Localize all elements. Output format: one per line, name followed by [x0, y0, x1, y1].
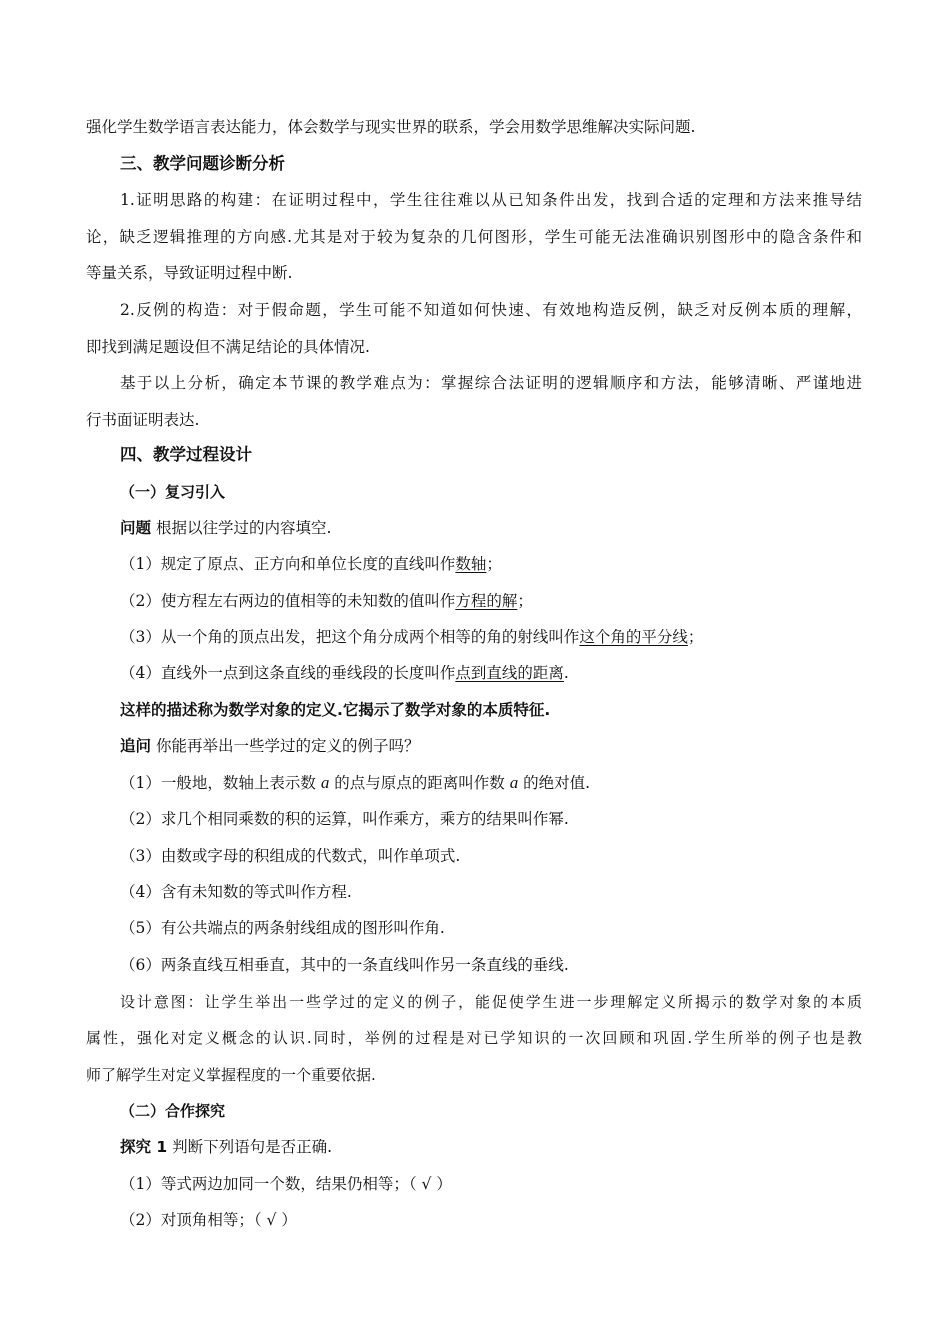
s3-p3-line-2: 行书面证明表达.	[86, 411, 200, 429]
fill-answer-4: 点到直线的距离	[455, 664, 564, 682]
subsection-review: （一）复习引入	[120, 483, 226, 501]
s3-p1-line-1: 1.证明思路的构建：在证明过程中，学生往往难以从已知条件出发，找到合适的定理和方法来推导结	[120, 191, 862, 209]
explore-text: 判断下列语句是否正确.	[172, 1138, 333, 1156]
s3-p2-line-2: 即找到满足题设但不满足结论的具体情况.	[86, 338, 370, 356]
fill-item-1: （1）规定了原点、正方向和单位长度的直线叫作数轴；	[120, 555, 502, 573]
design-intent-line-1: 设计意图：让学生举出一些学过的定义的例子，能促使学生进一步理解定义所揭示的数学对象的本质	[120, 993, 862, 1011]
variable-a: a	[509, 773, 519, 792]
explore-item-1: （1）等式两边加同一个数，结果仍相等；（ √ ）	[120, 1175, 452, 1193]
example-3: （3）由数或字母的积组成的代数式，叫作单项式.	[120, 847, 461, 865]
definition-summary: 这样的描述称为数学对象的定义.它揭示了数学对象的本质特征.	[120, 701, 551, 719]
section3-heading: 三、教学问题诊断分析	[120, 154, 285, 173]
s3-p1-line-2: 论，缺乏逻辑推理的方向感.尤其是对于较为复杂的几何图形，学生可能无法准确识别图形中的隐含条件和	[86, 228, 862, 246]
followup-label: 追问	[120, 737, 152, 755]
question-text: 根据以往学过的内容填空.	[155, 519, 332, 537]
example-2: （2）求几个相同乘数的积的运算，叫作乘方，乘方的结果叫作幂.	[120, 810, 569, 828]
followup-line	[120, 735, 419, 757]
explore-item-2: （2）对顶角相等；（ √ ）	[120, 1211, 297, 1229]
example-4: （4）含有未知数的等式叫作方程.	[120, 883, 352, 901]
section4-heading: 四、教学过程设计	[120, 445, 252, 464]
s3-p1-line-3: 等量关系，导致证明过程中断.	[86, 264, 293, 282]
fill-answer-1: 数轴	[455, 555, 487, 573]
design-intent-line-2: 属性，强化对定义概念的认识.同时，举例的过程是对已学知识的一次回顾和巩固.学生所举的例子也是教	[86, 1029, 862, 1047]
question-line	[120, 517, 331, 539]
example-5: （5）有公共端点的两条射线组成的图形叫作角.	[120, 919, 445, 937]
fill-answer-3: 这个角的平分线	[579, 628, 688, 646]
s3-p3-line-1: 基于以上分析，确定本节课的教学难点为：掌握综合法证明的逻辑顺序和方法，能够清晰、严谨地进	[120, 374, 862, 392]
followup-text: 你能再举出一些学过的定义的例子吗？	[155, 737, 420, 755]
intro-tail-line: 强化学生数学语言表达能力，体会数学与现实世界的联系，学会用数学思维解决实际问题.	[86, 118, 696, 136]
question-label: 问题	[120, 519, 152, 537]
fill-item-4: （4）直线外一点到这条直线的垂线段的长度叫作点到直线的距离.	[120, 664, 569, 682]
example-1: （1）一般地，数轴上表示数 a 的点与原点的距离叫作数 a 的绝对值.	[120, 773, 591, 792]
fill-item-3: （3）从一个角的顶点出发，把这个角分成两个相等的角的射线叫作这个角的平分线；	[120, 628, 704, 646]
s3-p2-line-1: 2.反例的构造：对于假命题，学生可能不知道如何快速、有效地构造反例，缺乏对反例本质的理解，	[120, 301, 862, 319]
explore-label: 探究 1	[120, 1138, 168, 1156]
fill-answer-2: 方程的解	[455, 592, 518, 610]
explore-1-line	[120, 1136, 332, 1158]
design-intent-line-3: 师了解学生对定义掌握程度的一个重要依据.	[86, 1066, 376, 1084]
fill-item-2: （2）使方程左右两边的值相等的未知数的值叫作方程的解；	[120, 592, 533, 610]
variable-a: a	[320, 773, 330, 792]
example-6: （6）两条直线互相垂直，其中的一条直线叫作另一条直线的垂线.	[120, 956, 569, 974]
subsection-explore: （二）合作探究	[120, 1102, 226, 1120]
